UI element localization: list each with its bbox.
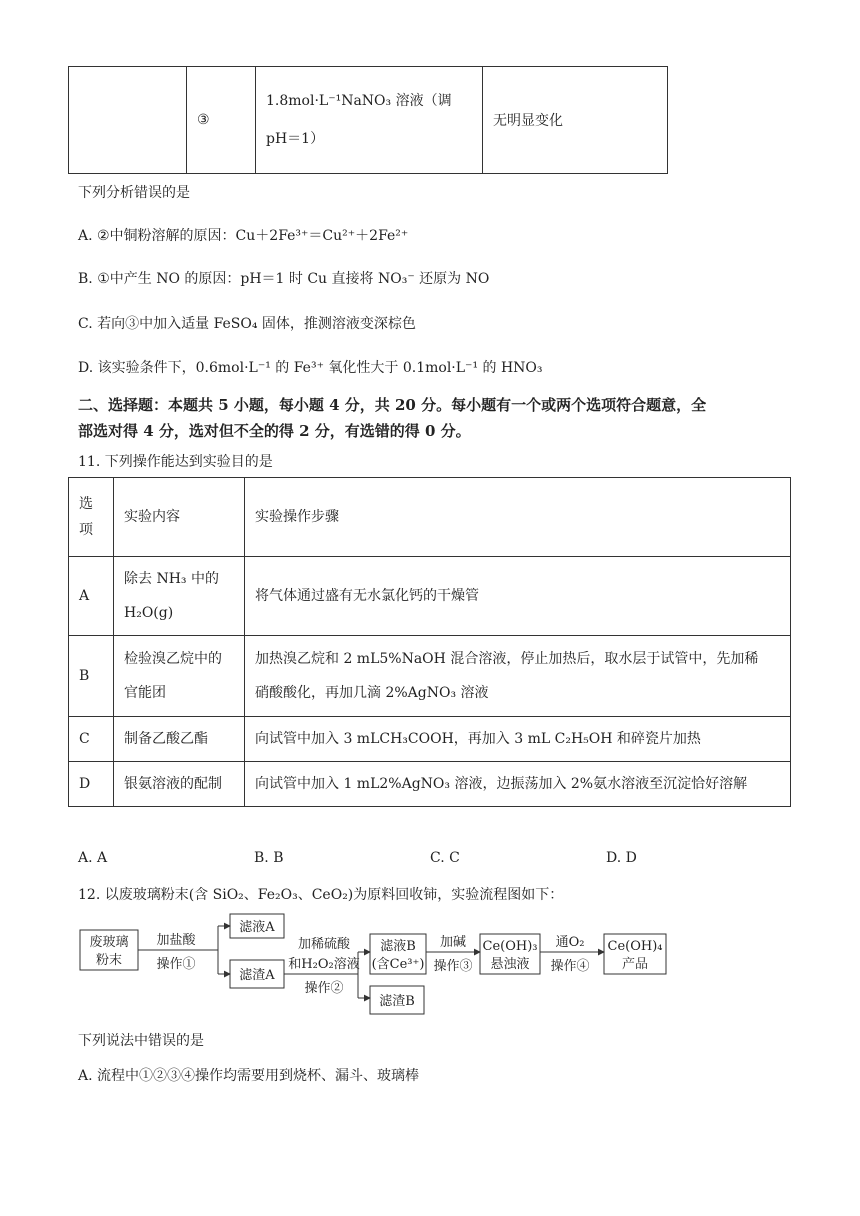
table-header-row	[69, 478, 791, 557]
q12-option-a: A. 流程中①②③④操作均需要用到烧杯、漏斗、玻璃棒	[78, 1068, 420, 1084]
suspension-1: Ce(OH)₃	[482, 939, 538, 954]
section2-line2: 部选对得 4 分，选对但不全的得 2 分，有选错的得 0 分。	[78, 422, 471, 440]
step1-operation: 操作①	[156, 957, 196, 972]
product-2: 产品	[621, 957, 649, 972]
row-a-option: A	[69, 557, 114, 636]
table-row	[69, 636, 791, 717]
experiment-number: ③	[187, 67, 256, 174]
row-a-content: 除去 NH₃ 中的 H₂O(g)	[114, 557, 245, 636]
q10-option-a: A. ②中铜粉溶解的原因：Cu＋2Fe³⁺＝Cu²⁺＋2Fe²⁺	[78, 228, 409, 244]
table-row	[69, 717, 791, 762]
step4-operation: 操作④	[550, 959, 590, 974]
filtrate-a: 滤液A	[239, 920, 275, 935]
start-label-1: 废玻璃	[89, 935, 129, 950]
filtrate-b-2: (含Ce³⁺)	[371, 957, 425, 972]
q10-option-d: D. 该实验条件下，0.6mol·L⁻¹ 的 Fe³⁺ 氧化性大于 0.1mol·L⁻¹ 的 HNO₃	[78, 360, 543, 376]
q11-stem: 11. 下列操作能达到实验目的是	[78, 454, 273, 470]
product-1: Ce(OH)₄	[607, 939, 663, 954]
step2-operation: 操作②	[304, 981, 344, 996]
header-content: 实验内容	[114, 478, 245, 557]
q12-analysis-stem: 下列说法中错误的是	[78, 1033, 204, 1049]
table-row	[69, 557, 791, 636]
row-c-option: C	[69, 717, 114, 762]
row-d-option: D	[69, 762, 114, 807]
q11-option-d: D. D	[606, 850, 637, 866]
step4-reagent: 通O₂	[555, 935, 585, 950]
header-option: 选 项	[69, 478, 114, 557]
start-label-2: 粉末	[95, 953, 123, 968]
row-d-content: 银氨溶液的配制	[114, 762, 245, 807]
q10-option-b: B. ①中产生 NO 的原因：pH＝1 时 Cu 直接将 NO₃⁻ 还原为 NO	[78, 271, 490, 287]
row-b-content: 检验溴乙烷中的 官能团	[114, 636, 245, 717]
top-table	[68, 66, 668, 174]
q11-table	[68, 477, 791, 807]
reagent-line1: 1.8mol·L⁻¹NaNO₃ 溶液（调	[266, 93, 452, 109]
step1-reagent: 加盐酸	[156, 933, 196, 948]
header-steps: 实验操作步骤	[245, 478, 791, 557]
row-c-content: 制备乙酸乙酯	[114, 717, 245, 762]
result-cell: 无明显变化	[483, 67, 668, 174]
row-b-option: B	[69, 636, 114, 717]
row-a-steps: 将气体通过盛有无水氯化钙的干燥管	[245, 557, 791, 636]
step2-reagent-2: 和H₂O₂溶液	[288, 957, 360, 972]
row-c-steps: 向试管中加入 3 mLCH₃COOH，再加入 3 mL C₂H₅OH 和碎瓷片加热	[245, 717, 791, 762]
suspension-2: 悬浊液	[490, 957, 530, 972]
residue-a: 滤渣A	[239, 968, 275, 983]
row-b-steps: 加热溴乙烷和 2 mL5%NaOH 混合溶液，停止加热后，取水层于试管中，先加稀 硝酸酸化，再加几滴 2%AgNO₃ 溶液	[245, 636, 791, 717]
q10-stem: 下列分析错误的是	[78, 185, 190, 201]
step3-reagent: 加碱	[439, 935, 467, 950]
step3-operation: 操作③	[433, 959, 473, 974]
reagent-line2: pH＝1）	[266, 131, 325, 147]
reagent-cell	[256, 67, 483, 174]
row-d-steps: 向试管中加入 1 mL2%AgNO₃ 溶液，边振荡加入 2%氨水溶液至沉淀恰好溶解	[245, 762, 791, 807]
q11-option-b: B. B	[254, 850, 284, 866]
blank-cell	[69, 67, 187, 174]
q11-option-c: C. C	[430, 850, 460, 866]
process-flow-diagram	[78, 912, 678, 1022]
table-row	[69, 67, 668, 174]
q12-stem: 12. 以废玻璃粉末(含 SiO₂、Fe₂O₃、CeO₂)为原料回收铈，实验流程图如下：	[78, 887, 564, 903]
filtrate-b-1: 滤液B	[380, 939, 416, 954]
q11-option-a: A. A	[78, 850, 108, 866]
residue-b: 滤渣B	[379, 994, 415, 1009]
step2-reagent-1: 加稀硫酸	[297, 937, 351, 952]
section2-line1: 二、选择题：本题共 5 小题，每小题 4 分，共 20 分。每小题有一个或两个选项符合题意，全	[78, 396, 707, 414]
table-row	[69, 762, 791, 807]
q10-option-c: C. 若向③中加入适量 FeSO₄ 固体，推测溶液变深棕色	[78, 316, 416, 332]
